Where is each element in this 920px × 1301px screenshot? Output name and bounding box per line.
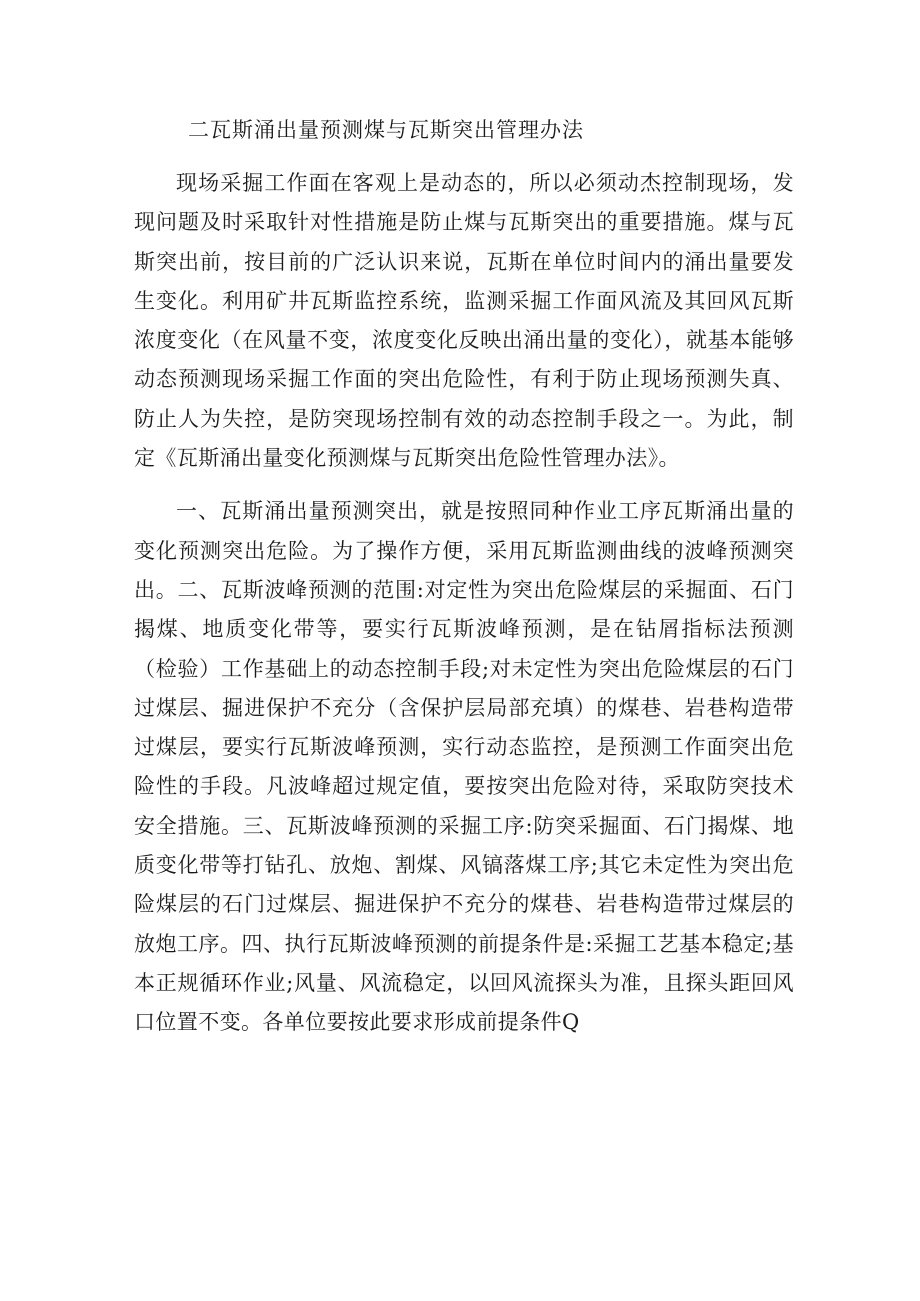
document-title: 二瓦斯涌出量预测煤与瓦斯突出管理办法 <box>188 118 584 142</box>
paragraph-intro: 现场采掘工作面在客观上是动态的，所以必须动杰控制现场，发现问题及时采取针对性措施是防止煤与瓦斯突出的重要措施。煤与瓦斯突出前，按目前的广泛认识来说，瓦斯在单位时间内的涌出量要发生变化。利用矿井瓦斯监控系统，监测采掘工作面风流及其回风瓦斯浓度变化（在风量不变，浓度变化反映出涌出量的变化），就基本能够动态预测现场采掘工作面的突出危险性，有利于防止现场预测失真、防止人为失控，是防突现场控制有效的动态控制手段之一。为此，制定《瓦斯涌出量变化预测煤与瓦斯突出危险性管理办法》。 <box>134 171 794 471</box>
paragraph-rules: 一、瓦斯涌出量预测突出，就是按照同种作业工序瓦斯涌出量的变化预测突出危险。为了操作方便，采用瓦斯监测曲线的波峰预测突出。二、瓦斯波峰预测的范围:对定性为突出危险煤层的采掘面、石门揭煤、地质变化带等，要实行瓦斯波峰预测，是在钻屑指标法预测（检验）工作基础上的动态控制手段;对未定性为突出危险煤层的石门过煤层、掘进保护不充分（含保护层局部充填）的煤巷、岩巷构造带过煤层，要实行瓦斯波峰预测，实行动态监控，是预测工作面突出危险性的手段。凡波峰超过规定值，要按突出危险对待，采取防突技术安全措施。三、瓦斯波峰预测的采掘工序:防突采掘面、石门揭煤、地质变化带等打钻孔、放炮、割煤、风镐落煤工序;其它未定性为突出危险煤层的石门过煤层、掘进保护不充分的煤巷、岩巷构造带过煤层的放炮工序。四、执行瓦斯波峰预测的前提条件是:采掘工艺基本稳定;基本正规循环作业;风量、风流稳定，以回风流探头为准，且探头距回风口位置不变。各单位要按此要求形成前提条件Q <box>134 499 794 1035</box>
